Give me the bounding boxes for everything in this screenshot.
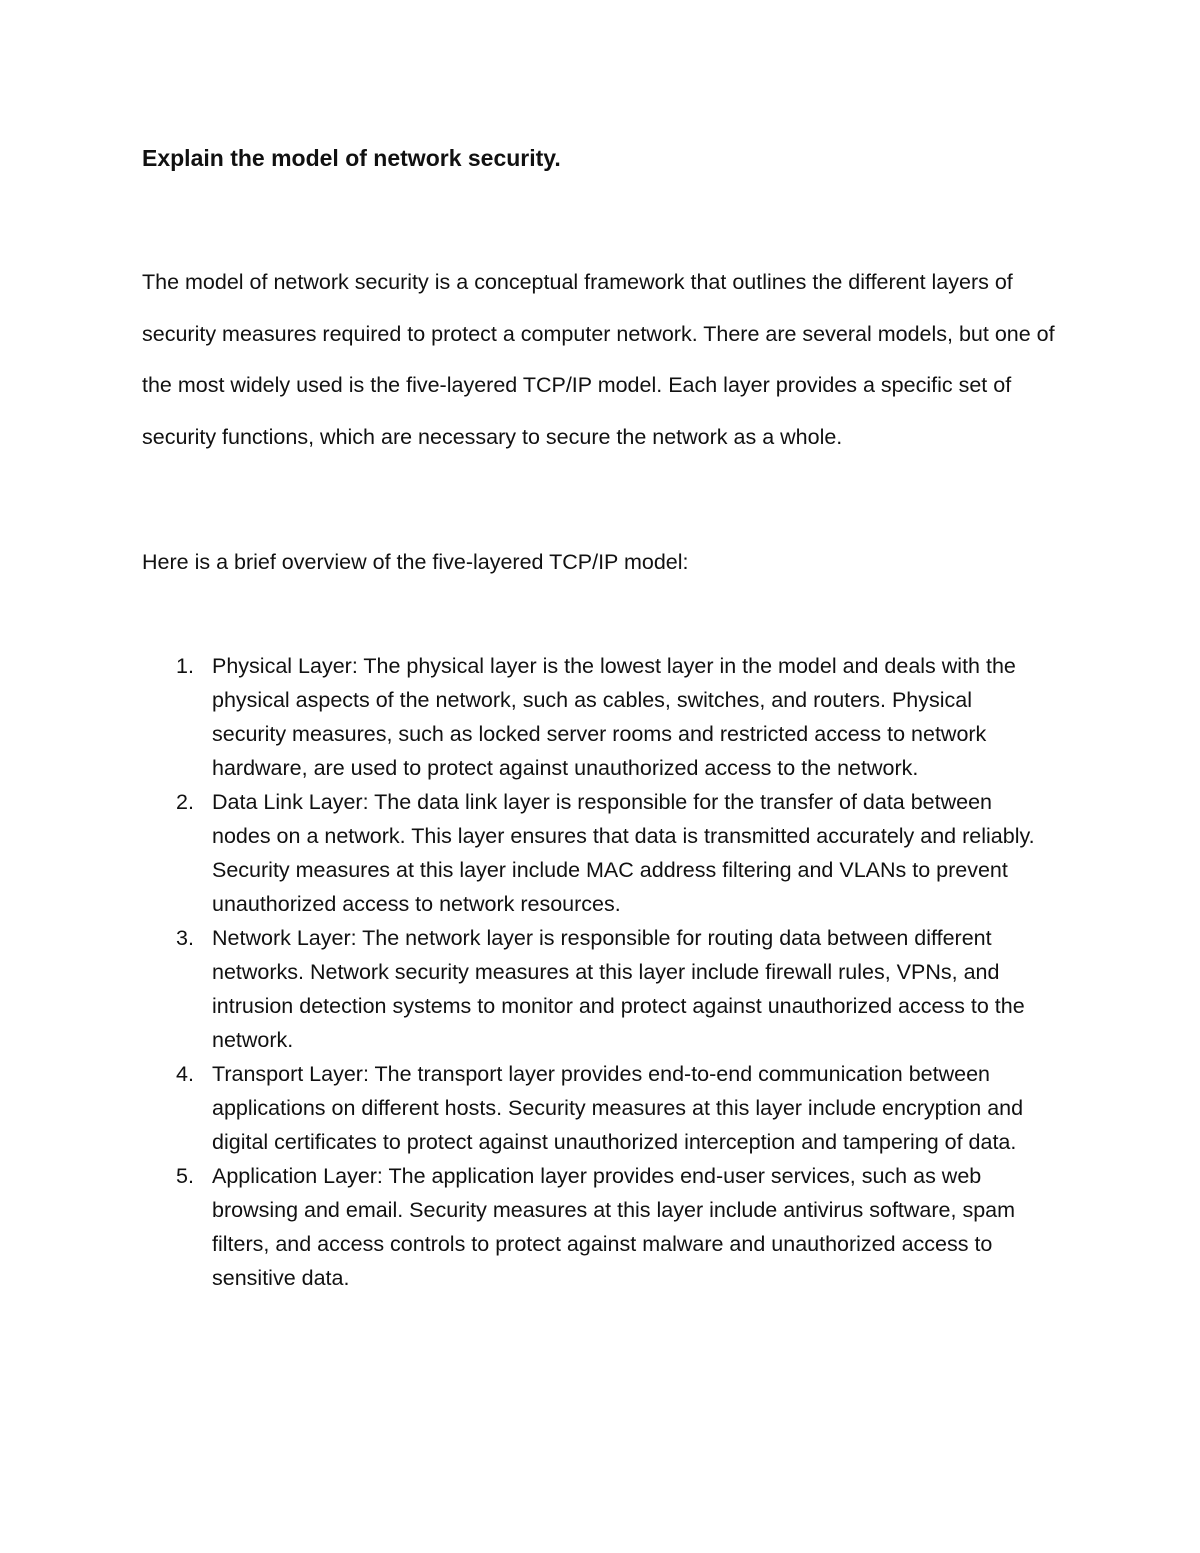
list-number: 1. [176,654,194,678]
list-item-physical-layer [142,649,1052,785]
list-number: 5. [176,1164,194,1188]
list-item-text: Transport Layer: The transport layer provides end-to-end communication between applications on different hosts. Security measures at this layer include encryption and digital certificates to protect against unauthorized interception and tampering of data. [212,1062,1024,1154]
list-number: 2. [176,790,194,814]
list-number: 3. [176,926,194,950]
list-item-application-layer [142,1159,1052,1295]
list-number: 4. [176,1062,194,1086]
list-item-transport-layer [142,1057,1052,1159]
list-item-text: Physical Layer: The physical layer is the lowest layer in the model and deals with the physical aspects of the network, such as cables, switches, and routers. Physical security measures, such as locked server rooms and restricted access to network hardware, are used to protect against unauthorized access to the network. [212,654,1016,780]
layers-list [142,649,1052,1295]
document-title: Explain the model of network security. [142,145,561,171]
overview-heading: Here is a brief overview of the five-layered TCP/IP model: [142,550,689,574]
list-item-network-layer [142,921,1052,1057]
list-item-text: Network Layer: The network layer is responsible for routing data between different networks. Network security measures at this layer include firewall rules, VPNs, and intrusion detection systems to monitor and protect against unauthorized access to the network. [212,926,1025,1052]
list-item-text: Application Layer: The application layer provides end-user services, such as web browsing and email. Security measures at this layer include antivirus software, spam filters, and access controls to protect against malware and unauthorized access to sensitive data. [212,1164,1016,1290]
list-item-data-link-layer [142,785,1052,921]
list-item-text: Data Link Layer: The data link layer is responsible for the transfer of data between nodes on a network. This layer ensures that data is transmitted accurately and reliably. Security measures at this layer include MAC address filtering and VLANs to prevent unauthorized access to network resources. [212,790,1035,916]
intro-paragraph: The model of network security is a conceptual framework that outlines the different layers of security measures required to protect a computer network. There are several models, but one of the most widely used is the five-layered TCP/IP model. Each layer provides a specific set of security functions, which are necessary to secure the network as a whole. [142,270,1055,449]
